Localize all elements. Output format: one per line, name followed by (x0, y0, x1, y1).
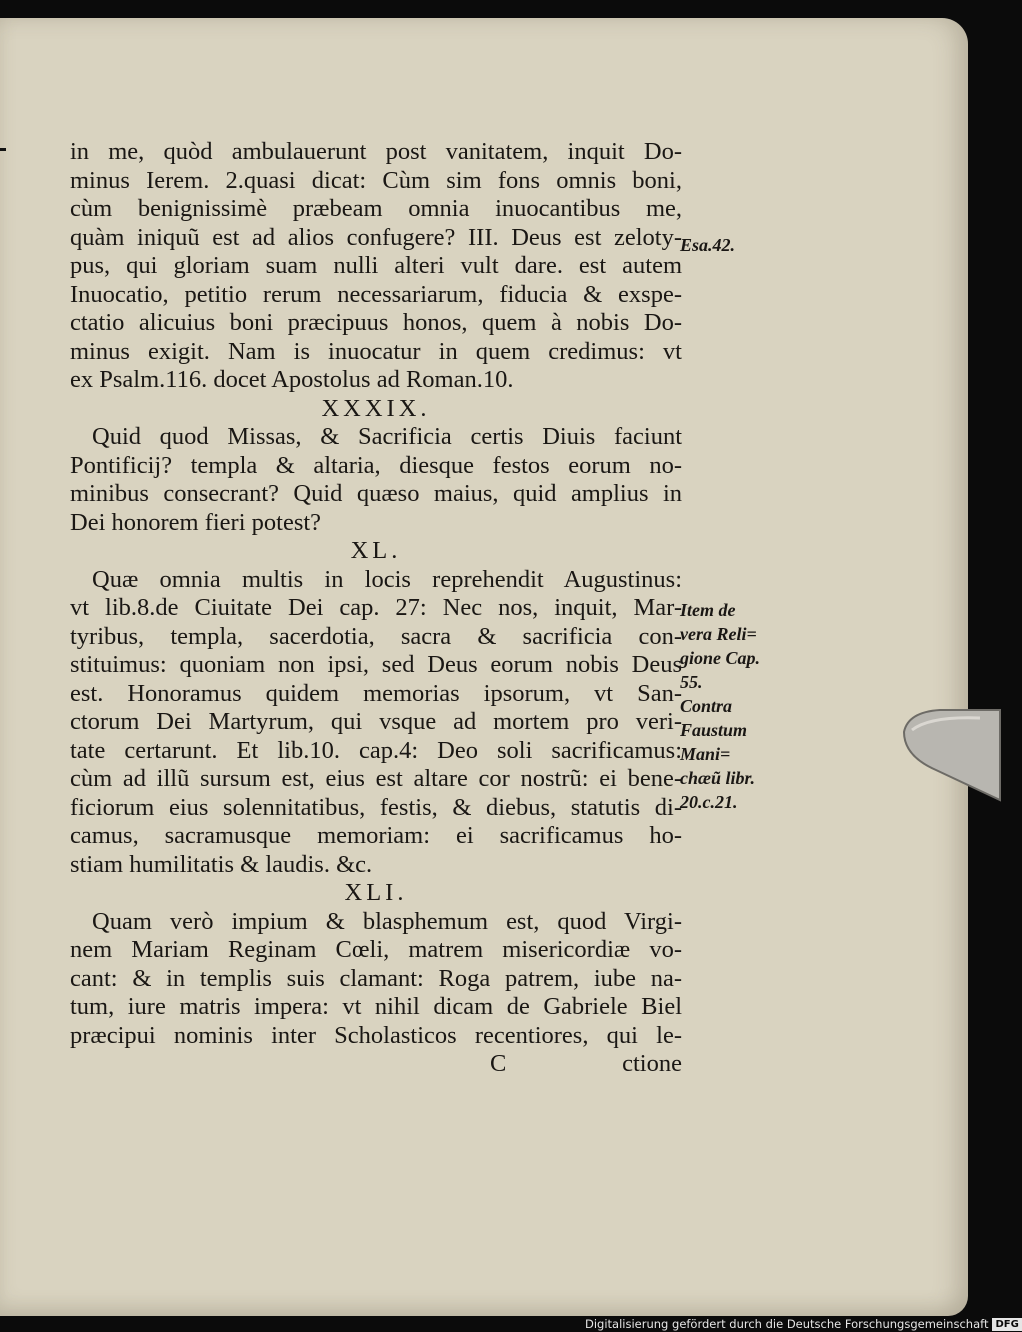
text-line: ctatio alicuius boni præcipuus honos, quem à nobis Do- (70, 309, 682, 336)
footer-text: Digitalisierung gefördert durch die Deutsche Forschungsgemeinschaft (585, 1317, 989, 1331)
text-line: Dei honorem fieri potest? (70, 508, 322, 536)
text-line: est. Honoramus quidem memorias ipsorum, vt San- (70, 679, 682, 707)
main-text-block (70, 138, 682, 1079)
margin-note-line: chæũ libr. (680, 768, 756, 788)
text-line: vt lib.8.de Ciuitate Dei cap. 27: Nec nos, inquit, Mar- (70, 594, 682, 621)
signature-mark: C (490, 1050, 507, 1077)
text-line: pus, qui gloriam suam nulli alteri vult dare. est autem (70, 252, 682, 279)
margin-note-line: 20.c.21. (680, 792, 738, 812)
text-line: ctorum Dei Martyrum, qui vsque ad mortem pro veri- (70, 708, 682, 735)
text-line: Pontificij? templa & altaria, diesque festos eorum no- (70, 451, 682, 479)
text-line: cùm benignissimè præbeam omnia inuocantibus me, (70, 195, 682, 222)
text-line: Quam verò impium & blasphemum est, quod Virgi- (92, 907, 682, 935)
section-heading-41: XLI. (344, 879, 408, 906)
text-line: Quæ omnia multis in locis reprehendit Augustinus: (92, 565, 682, 593)
margin-note-line: gione Cap. (680, 648, 761, 668)
text-line: stiam humilitatis & laudis. &c. (70, 850, 373, 878)
margin-note-augustine (680, 598, 760, 814)
text-line: ex Psalm.116. docet Apostolus ad Roman.10. (70, 366, 514, 393)
text-line: Quid quod Missas, & Sacrificia certis Diuis faciunt (92, 423, 682, 450)
margin-note-line: vera Reli= (680, 624, 757, 644)
margin-note-esa: Esa.42. (680, 235, 736, 255)
text-line: Inuocatio, petitio rerum necessariarum, fiducia & exspe- (70, 280, 682, 308)
margin-note-line: Mani= (680, 744, 731, 764)
text-line: ficiorum eius solennitatibus, festis, & diebus, statutis di- (70, 793, 682, 821)
text-line: in me, quòd ambulauerunt post vanitatem, inquit Do- (70, 138, 682, 165)
margin-note-line: Faustum (680, 720, 748, 740)
attribution-footer (585, 1316, 1019, 1332)
text-line: tyribus, templa, sacerdotia, sacra & sacrificia con- (70, 622, 682, 650)
section-heading-39: XXXIX. (321, 394, 431, 422)
page-footer-line (70, 1050, 682, 1079)
dfg-logo: DFG (992, 1318, 1021, 1331)
text-line: tum, iure matris impera: vt nihil dicam de Gabriele Biel (70, 993, 682, 1020)
text-line: quàm iniquũ est ad alios confugere? III. Deus est zeloty- (70, 223, 682, 251)
catchword: ctione (622, 1050, 682, 1077)
text-line: stituimus: quoniam non ipsi, sed Deus eorum nobis Deus (70, 651, 682, 678)
book-page (0, 18, 968, 1316)
text-line: nem Mariam Reginam Cœli, matrem misericordiæ vo- (70, 936, 682, 963)
page-edge-mark (0, 148, 6, 151)
page-turn-handle[interactable] (900, 708, 1000, 808)
text-line: cant: & in templis suis clamant: Roga patrem, iube na- (70, 964, 682, 992)
text-line: minibus consecrant? Quid quæso maius, quid amplius in (70, 480, 682, 507)
margin-note-line: 55. (680, 672, 703, 692)
text-line: tate certarunt. Et lib.10. cap.4: Deo soli sacrificamus: (70, 736, 682, 764)
text-line: minus Ierem. 2.quasi dicat: Cùm sim fons omnis boni, (70, 166, 682, 194)
text-line: cùm ad illũ sursum est, eius est altare cor nostrũ: ei bene- (70, 765, 682, 792)
section-heading-40: XL. (350, 537, 402, 564)
margin-note-line: Item de (680, 600, 736, 620)
margin-note-line: Contra (680, 696, 733, 716)
text-line: camus, sacramusque memoriam: ei sacrificamus ho- (70, 822, 682, 849)
text-line: minus exigit. Nam is inuocatur in quem credimus: vt (70, 337, 682, 365)
text-line: præcipui nominis inter Scholasticos recentiores, qui le- (70, 1021, 682, 1049)
page-turn-handle-icon (904, 710, 1000, 800)
